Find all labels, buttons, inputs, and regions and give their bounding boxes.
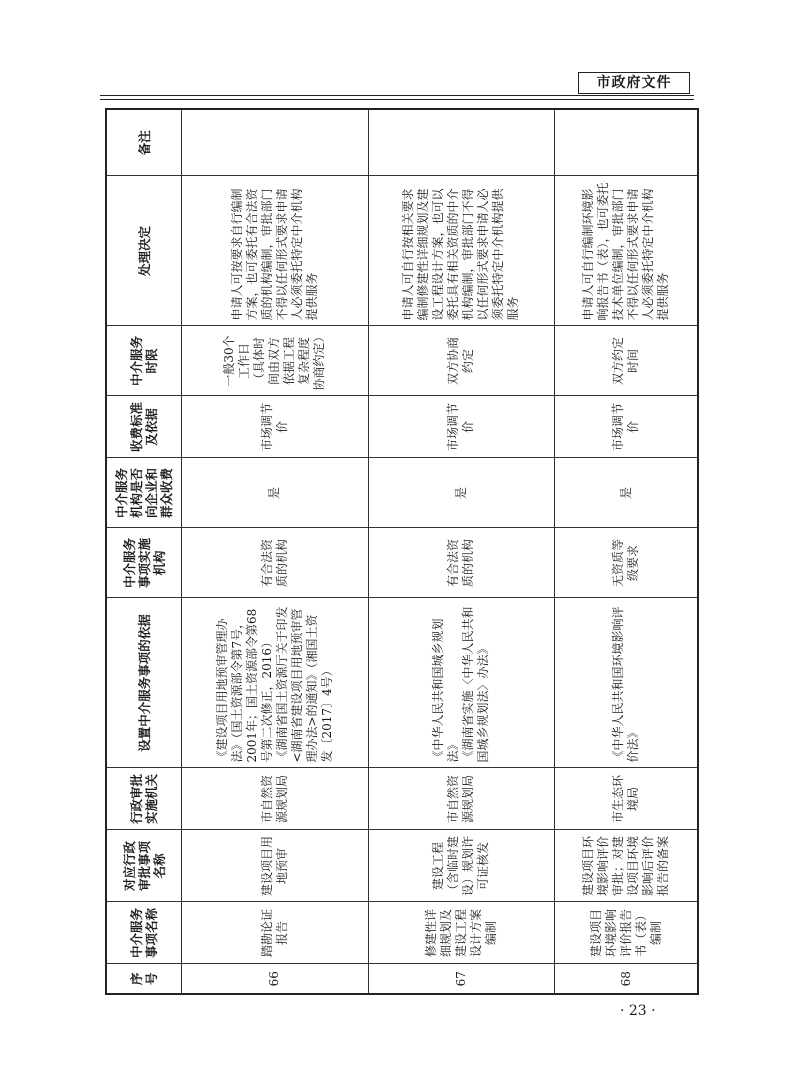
cell-time: 双方约定时间 xyxy=(555,326,698,396)
cell-fee: 市场调节价 xyxy=(182,396,369,458)
cell-approval-name: 建设工程（含临时建设）规划许可证核发 xyxy=(368,830,555,902)
cell-charge: 是 xyxy=(555,458,698,528)
cell-fee: 市场调节价 xyxy=(368,396,555,458)
cell-remark xyxy=(555,109,698,176)
cell-no: 67 xyxy=(368,964,555,994)
cell-service-name: 踏勘论证报告 xyxy=(182,902,369,964)
header-cell-institution: 中介服务事项实施机构 xyxy=(106,528,182,598)
cell-authority: 市自然资源规划局 xyxy=(368,768,555,830)
cell-no: 66 xyxy=(182,964,369,994)
cell-approval-name: 建设项目用地预审 xyxy=(182,830,369,902)
header-cell-authority: 行政审批实施机关 xyxy=(106,768,182,830)
cell-authority: 市自然资源规划局 xyxy=(182,768,369,830)
intermediary-services-table xyxy=(105,108,699,995)
header-cell-remark: 备注 xyxy=(106,109,182,176)
rotated-table-container xyxy=(105,110,699,995)
cell-remark xyxy=(368,109,555,176)
table-header-row xyxy=(106,109,182,994)
cell-decision: 申请人可自行编制环境影响报告书（表），也可委托技术单位编制，审批部门不得以任何形式要求申请人必须委托特定中介机构提供服务 xyxy=(555,176,698,326)
cell-institution: 有合法资质的机构 xyxy=(182,528,369,598)
header-cell-approval-name: 对应行政审批事项名称 xyxy=(106,830,182,902)
cell-service-name: 修建性详细规划及建设工程设计方案编制 xyxy=(368,902,555,964)
header-rule-bottom xyxy=(100,99,694,100)
cell-charge: 是 xyxy=(182,458,369,528)
header-cell-time: 中介服务时限 xyxy=(106,326,182,396)
section-header-tag: 市政府文件 xyxy=(578,72,690,94)
header-cell-fee: 收费标准及依据 xyxy=(106,396,182,458)
cell-basis: 《中华人民共和国城乡规划法》 《湖南省实施〈中华人民共和国城乡规划法〉办法》 xyxy=(368,598,555,768)
header-cell-charge: 中介服务机构是否向企业和群众收费 xyxy=(106,458,182,528)
cell-no: 68 xyxy=(555,964,698,994)
header-cell-basis: 设置中介服务事项的依据 xyxy=(106,598,182,768)
cell-approval-name: 建设项目环境影响评价审批；对建设项目环境影响后评价报告的备案 xyxy=(555,830,698,902)
cell-charge: 是 xyxy=(368,458,555,528)
table-row xyxy=(555,109,698,994)
header-cell-decision: 处理决定 xyxy=(106,176,182,326)
cell-time: 一般30个工作日（具体时间由双方依据工程复杂程度协商约定） xyxy=(182,326,369,396)
page-number: · 23 · xyxy=(620,1003,656,1019)
cell-basis: 《中华人民共和国环境影响评价法》 xyxy=(555,598,698,768)
header-rule-top xyxy=(100,95,694,96)
cell-fee: 市场调节价 xyxy=(555,396,698,458)
cell-basis: 《建设项目用地预审管理办法》（国土资源部令第7号，2001年；国土资源部令第68号第二次修正，2016） 《湖南省国土资源厅关于印发<湖南省建设项目用地预审管理办法>的通知》（湘国土资发〔2017〕4号） xyxy=(182,598,369,768)
header-cell-service-name: 中介服务事项名称 xyxy=(106,902,182,964)
cell-institution: 无资质等级要求 xyxy=(555,528,698,598)
cell-time: 双方协商约定 xyxy=(368,326,555,396)
cell-remark xyxy=(182,109,369,176)
cell-service-name: 建设项目环境影响评价报告书（表）编制 xyxy=(555,902,698,964)
cell-institution: 有合法资质的机构 xyxy=(368,528,555,598)
header-cell-no: 序号 xyxy=(106,964,182,994)
cell-decision: 申请人可按要求自行编制方案，也可委托有合法资质的机构编制，审批部门不得以任何形式要求申请人必须委托特定中介机构提供服务 xyxy=(182,176,369,326)
table-row xyxy=(182,109,369,994)
cell-authority: 市生态环境局 xyxy=(555,768,698,830)
table-row xyxy=(368,109,555,994)
cell-decision: 申请人可自行按相关要求编制修建性详细规划及建设工程设计方案，也可以委托具有相关资质的中介机构编制，审批部门不得以任何形式要求申请人必须委托特定中介机构提供服务 xyxy=(368,176,555,326)
